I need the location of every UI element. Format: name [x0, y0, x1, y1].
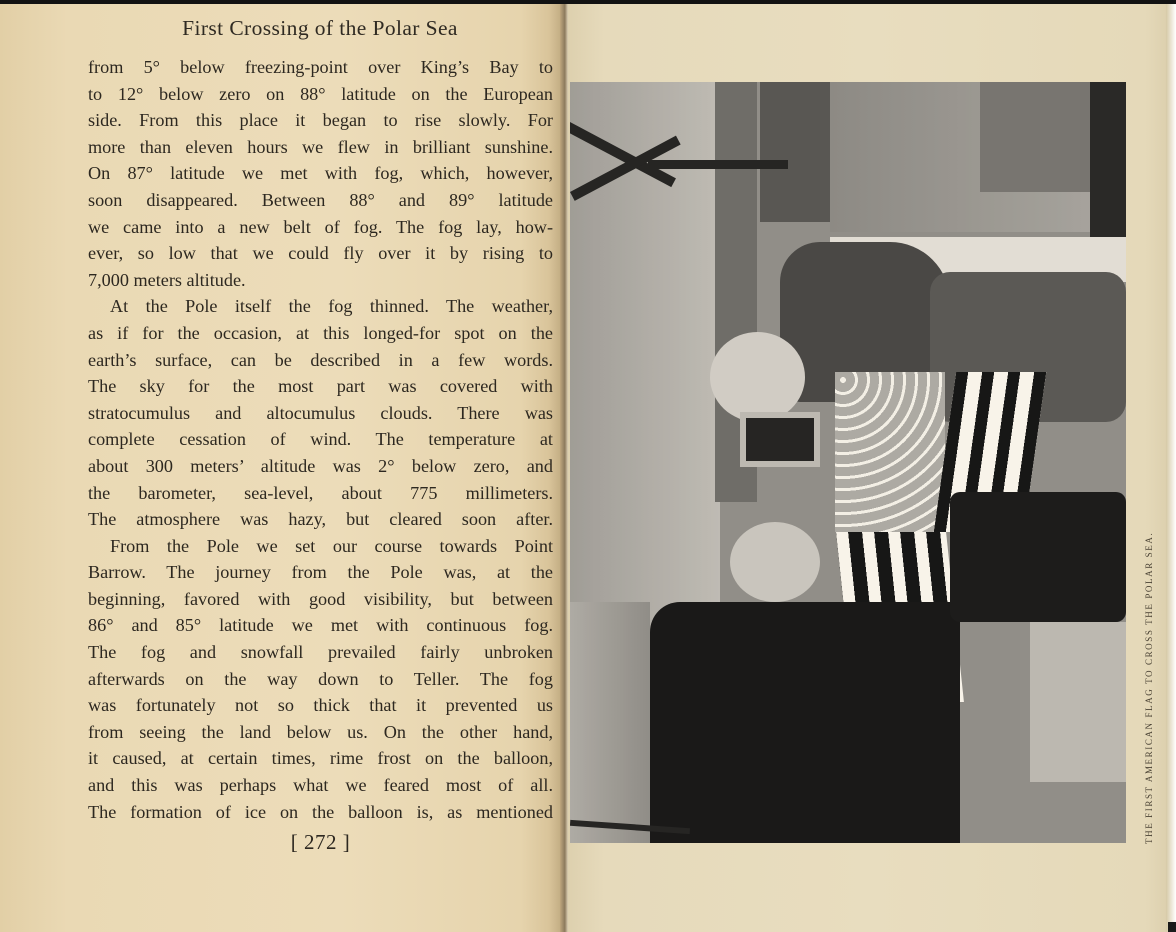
text-line: ever, so low that we could fly over it by rising to [88, 243, 553, 264]
text-line: The formation of ice on the balloon is, as mentioned [88, 801, 553, 822]
paragraph-1 [88, 54, 553, 293]
photo-caption: THE FIRST AMERICAN FLAG TO CROSS THE POLAR SEA. [1144, 531, 1154, 844]
paragraph-2 [88, 293, 553, 532]
body-text [88, 54, 553, 825]
text-line: afterwards on the way down to Teller. The fog [88, 668, 553, 689]
text-line: Barrow. The journey from the Pole was, at the [88, 562, 553, 583]
flag-photograph [570, 82, 1126, 843]
text-line: we came into a new belt of fog. The fog lay, how- [88, 216, 553, 237]
text-line: more than eleven hours we flew in brilliant sunshine. [88, 136, 553, 157]
text-line: The fog and snowfall prevailed fairly unbroken [88, 642, 553, 663]
text-line: complete cessation of wind. The temperature at [88, 429, 553, 450]
corner-shadow [1168, 922, 1176, 932]
text-line: from 5° below freezing-point over King’s Bay to [88, 57, 553, 77]
text-line: about 300 meters’ altitude was 2° below zero, and [88, 455, 553, 476]
text-line: as if for the occasion, at this longed-for spot on the [88, 322, 553, 343]
page-number: [ 272 ] [290, 830, 351, 854]
text-line: and this was perhaps what we feared most of all. [88, 775, 553, 796]
right-page-edge [1166, 4, 1176, 932]
text-line: it caused, at certain times, rime frost on the balloon, [88, 748, 553, 769]
text-line: soon disappeared. Between 88° and 89° latitude [88, 189, 553, 210]
text-line: 86° and 85° latitude we met with continuous fog. [88, 615, 553, 636]
text-line: was fortunately not so thick that it prevented us [88, 695, 553, 716]
text-line: beginning, favored with good visibility, but between [88, 588, 553, 609]
text-line: to 12° below zero on 88° latitude on the European [88, 83, 553, 104]
text-line: side. From this place it began to rise slowly. For [88, 110, 553, 131]
text-line: stratocumulus and altocumulus clouds. There was [88, 402, 553, 423]
text-line: The sky for the most part was covered with [88, 376, 553, 397]
paragraph-3 [88, 533, 553, 826]
text-line: 7,000 meters altitude. [88, 269, 246, 290]
text-line: The atmosphere was hazy, but cleared soon after. [88, 509, 553, 530]
text-line: At the Pole itself the fog thinned. The weather, [110, 296, 553, 317]
text-line: earth’s surface, can be described in a few words. [88, 349, 553, 370]
text-line: the barometer, sea-level, about 775 millimeters. [88, 482, 553, 503]
running-head: First Crossing of the Polar Sea [182, 16, 458, 40]
text-line: From the Pole we set our course towards Point [110, 535, 553, 556]
text-line: On 87° latitude we met with fog, which, however, [88, 163, 553, 184]
text-line: from seeing the land below us. On the other hand, [88, 721, 553, 742]
